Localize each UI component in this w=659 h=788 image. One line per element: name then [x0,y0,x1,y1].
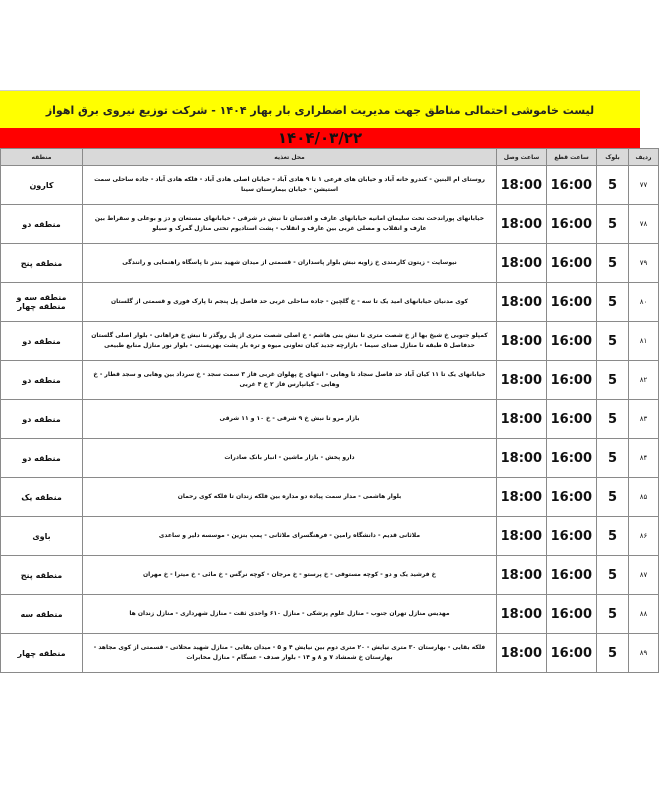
cut-time-cell: 16:00 [547,205,597,244]
cut-time-cell: 16:00 [547,595,597,634]
table-row [1,517,659,556]
table-header-row [1,149,659,166]
table-row [1,205,659,244]
column-header-cut-time: ساعت قطع [547,149,597,166]
region-cell: منطقه پنج [1,556,83,595]
region-cell: منطقه چهار [1,634,83,673]
row-number-cell: ۷۷ [629,166,659,205]
row-number-cell: ۸۷ [629,556,659,595]
block-cell: 5 [597,361,629,400]
cut-time-cell: 16:00 [547,166,597,205]
date-banner: ۱۴۰۴/۰۳/۲۲ [0,128,640,148]
connect-time-cell: 18:00 [497,556,547,595]
cut-time-cell: 16:00 [547,439,597,478]
table-row [1,283,659,322]
area-cell: بلوار هاشمی - مدار سمت پیاده دو مداره بین فلکه زندان تا فلکه کوی رحمان [83,478,497,517]
region-cell: منطقه سه و منطقه چهار [1,283,83,322]
column-header-block: بلوک [597,149,629,166]
block-cell: 5 [597,244,629,283]
row-number-cell: ۷۸ [629,205,659,244]
block-cell: 5 [597,400,629,439]
table-row [1,322,659,361]
block-cell: 5 [597,166,629,205]
region-cell: منطقه یک [1,478,83,517]
area-cell: خیابانهای یک تا ۱۱ کیان آباد حد فاصل سجاد تا وهابی - انتهای خ پهلوان غربی فاز ۳ سمت سجد - خ سرداد بین وهابی و سجد قطار - خ وهابی - کیانپارس فاز ۲ خ ۴ غربی [83,361,497,400]
row-number-cell: ۸۸ [629,595,659,634]
region-cell: منطقه دو [1,439,83,478]
table-row [1,595,659,634]
row-number-cell: ۸۲ [629,361,659,400]
table-row [1,439,659,478]
table-row [1,166,659,205]
row-number-cell: ۸۵ [629,478,659,517]
row-number-cell: ۸۴ [629,439,659,478]
row-number-cell: ۸۰ [629,283,659,322]
area-cell: خیابانهای پوراندخت تخت سلیمان امانیه خیابانهای عارف و اقدسان تا نبش در شرقی - خیابانهای مستعان و دز و بوعلی و سقراط بین عارف و انقلاب و مصلی غربی بین عارف و انقلاب - پشت استادیوم تختی منازل گمرک و سیلو [83,205,497,244]
connect-time-cell: 18:00 [497,517,547,556]
column-header-region: منطقه [1,149,83,166]
connect-time-cell: 18:00 [497,478,547,517]
region-cell: منطقه دو [1,361,83,400]
area-cell: نیوسایت - زیتون کارمندی خ زاویه نبش بلوار پاسداران - قسمتی از میدان شهید بندر تا پاسگاه راهنمایی و رانندگی [83,244,497,283]
table-row [1,361,659,400]
area-cell: روستای ام البنین - کندرو خانه آباد و خیابان های فرعی ۱ تا ۹ هادی آباد - خیابان اصلی هادی آباد - فلکه هادی آباد - جاده ساحلی سمت استیشن - خیابان بیمارستان سینا [83,166,497,205]
connect-time-cell: 18:00 [497,595,547,634]
block-cell: 5 [597,322,629,361]
cut-time-cell: 16:00 [547,361,597,400]
row-number-cell: ۸۳ [629,400,659,439]
region-cell: منطقه دو [1,205,83,244]
area-cell: فلکه بقایی - بهارستان ۳۰ متری نیایش - ۲۰ متری دوم بین نیایش ۴ و ۵ - میدان بقایی - منازل شهید محلاتی - قسمتی از کوی مجاهد - بهارستان خ شمشاد ۷ و ۸ و ۱۴ - بلوار صدف - عسگام - منازل مخابرات [83,634,497,673]
block-cell: 5 [597,517,629,556]
row-number-cell: ۸۹ [629,634,659,673]
block-cell: 5 [597,283,629,322]
schedule-sheet [0,90,652,674]
sheet-title: لیست خاموشی احتمالی مناطق جهت مدیریت اضطراری بار بهار ۱۴۰۴ - شرکت توزیع نیروی برق اهواز [0,90,640,130]
cut-time-cell: 16:00 [547,283,597,322]
block-cell: 5 [597,634,629,673]
table-row [1,556,659,595]
connect-time-cell: 18:00 [497,400,547,439]
cut-time-cell: 16:00 [547,517,597,556]
cut-time-cell: 16:00 [547,634,597,673]
row-number-cell: ۸۶ [629,517,659,556]
connect-time-cell: 18:00 [497,439,547,478]
table-row [1,634,659,673]
block-cell: 5 [597,595,629,634]
cut-time-cell: 16:00 [547,478,597,517]
block-cell: 5 [597,478,629,517]
column-header-area: محل تغذیه [83,149,497,166]
region-cell: منطقه دو [1,400,83,439]
block-cell: 5 [597,556,629,595]
outage-table [0,148,659,673]
cut-time-cell: 16:00 [547,244,597,283]
connect-time-cell: 18:00 [497,244,547,283]
area-cell: خ فرشید یک و دو - کوچه مستوفی - خ پرستو - خ مرجان - کوچه نرگس - خ مائی - خ میترا - خ مهران [83,556,497,595]
cut-time-cell: 16:00 [547,400,597,439]
area-cell: بازار مرو تا نبش خ ۹ شرقی - خ ۱۰ و ۱۱ شرقی [83,400,497,439]
table-row [1,400,659,439]
table-row [1,244,659,283]
area-cell: کمپلو جنوبی خ شیخ بها از خ شصت متری تا نبش بنی هاشم - خ اصلی شصت متری از پل روگذر تا نبش خ فراهانی - بلوار اصلی گلستان حدفاصل ۵ طبقه تا منازل صدای سیما - بازارچه جدید کیان تعاونی میوه و تره بار پشت بهزیستی - بلوار نور منازل منابع طبیعی [83,322,497,361]
area-cell: مهدیس منازل تهران جنوب - منازل علوم پزشکی - منازل ۶۱۰ واحدی ثقت - منازل شهرداری - منازل زندان ها [83,595,497,634]
block-cell: 5 [597,205,629,244]
connect-time-cell: 18:00 [497,322,547,361]
region-cell: منطقه پنج [1,244,83,283]
connect-time-cell: 18:00 [497,634,547,673]
connect-time-cell: 18:00 [497,361,547,400]
block-cell: 5 [597,439,629,478]
region-cell: کارون [1,166,83,205]
cut-time-cell: 16:00 [547,556,597,595]
area-cell: ملاثانی قدیم - دانشگاه رامین - فرهنگسرای ملاثانی - پمپ بنزین - موسسه دلیر و ساعدی [83,517,497,556]
column-header-connect-time: ساعت وصل [497,149,547,166]
table-row [1,478,659,517]
area-cell: کوی مدنیان خیابانهای امید یک تا سه - خ گلچین - جاده ساحلی غربی حد فاصل پل پنجم تا پارک فوری و قسمتی از گلستان [83,283,497,322]
row-number-cell: ۸۱ [629,322,659,361]
region-cell: منطقه سه [1,595,83,634]
table-body [1,166,659,673]
row-number-cell: ۷۹ [629,244,659,283]
connect-time-cell: 18:00 [497,166,547,205]
connect-time-cell: 18:00 [497,283,547,322]
area-cell: دارو پخش - بازار ماشین - انبار بانک صادرات [83,439,497,478]
region-cell: باوی [1,517,83,556]
connect-time-cell: 18:00 [497,205,547,244]
column-header-row-number: ردیف [629,149,659,166]
cut-time-cell: 16:00 [547,322,597,361]
region-cell: منطقه دو [1,322,83,361]
